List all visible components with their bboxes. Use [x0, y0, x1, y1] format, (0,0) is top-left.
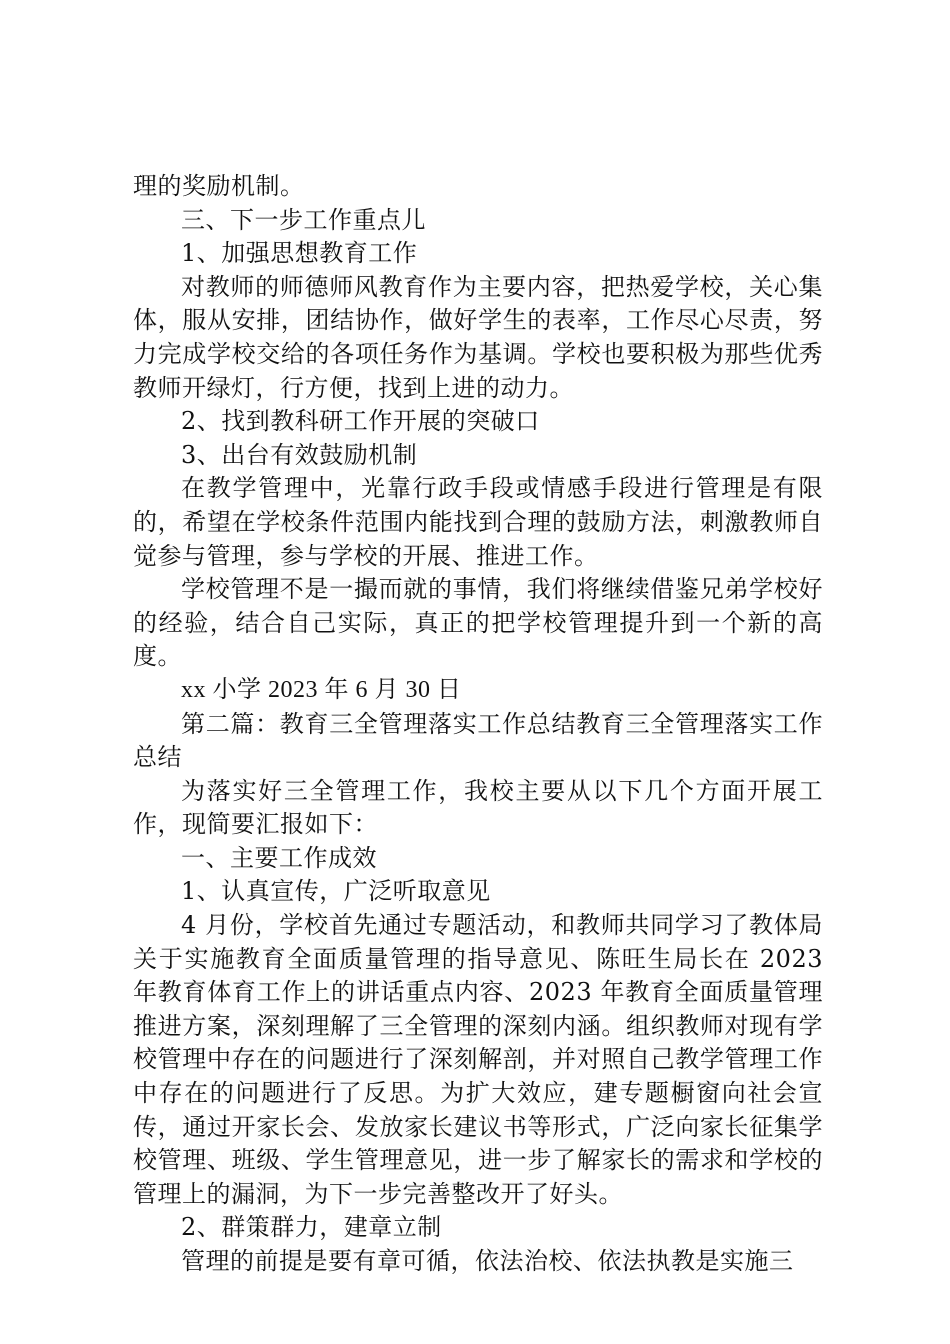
paragraph: 学校管理不是一撮而就的事情，我们将继续借鉴兄弟学校好的经验，结合自己实际，真正的把学校管理提升到一个新的高度。	[133, 575, 823, 671]
paragraph: 为落实好三全管理工作，我校主要从以下几个方面开展工作，现简要汇报如下：	[133, 776, 823, 839]
section-heading: 三、下一步工作重点儿	[181, 205, 426, 234]
paragraph: 理的奖励机制。	[133, 172, 305, 200]
paragraph: 4 月份，学校首先通过专题活动，和教师共同学习了教体局关于实施教育全面质量管理的指导意见、陈旺生局长在 2023 年教育体育工作上的讲话重点内容、2023 年教育全面质量管理推进方案，深刻理解了三全管理的深刻内涵。组织教师对现有学校管理中存在的问题进行了深刻解剖，并对照自己教学管理工作中存在的问题进行了反思。为扩大效应，建专题橱窗向社会宣传，通过开家长会、发放家长建议书等形式，广泛向家长征集学校管理、班级、学生管理意见，进一步了解家长的需求和学校的管理上的漏洞，为下一步完善整改开了好头。	[133, 911, 823, 1208]
document-body	[133, 170, 823, 1279]
paragraph: 管理的前提是要有章可循，依法治校、依法执教是实施三	[181, 1247, 794, 1275]
paragraph: 在教学管理中，光靠行政手段或情感手段进行管理是有限的，希望在学校条件范围内能找到合理的鼓励方法，刺激教师自觉参与管理，参与学校的开展、推进工作。	[133, 474, 823, 570]
paragraph: 对教师的师德师风教育作为主要内容，把热爱学校，关心集体，服从安排，团结协作，做好学生的表率，工作尽心尽责，努力完成学校交给的各项任务作为基调。学校也要积极为那些优秀教师开绿灯，行方便，找到上进的动力。	[133, 272, 823, 402]
subheading: 2、找到教科研工作开展的突破口	[181, 407, 540, 436]
signature-date: xx 小学 2023 年 6 月 30 日	[181, 676, 462, 703]
subheading: 1、认真宣传，广泛听取意见	[181, 877, 491, 906]
subheading: 1、加强思想教育工作	[181, 239, 418, 268]
article-title: 第二篇：教育三全管理落实工作总结教育三全管理落实工作总结	[133, 709, 823, 772]
subheading: 2、群策群力，建章立制	[181, 1213, 442, 1242]
section-heading: 一、主要工作成效	[181, 843, 377, 872]
subheading: 3、出台有效鼓励机制	[181, 440, 418, 469]
